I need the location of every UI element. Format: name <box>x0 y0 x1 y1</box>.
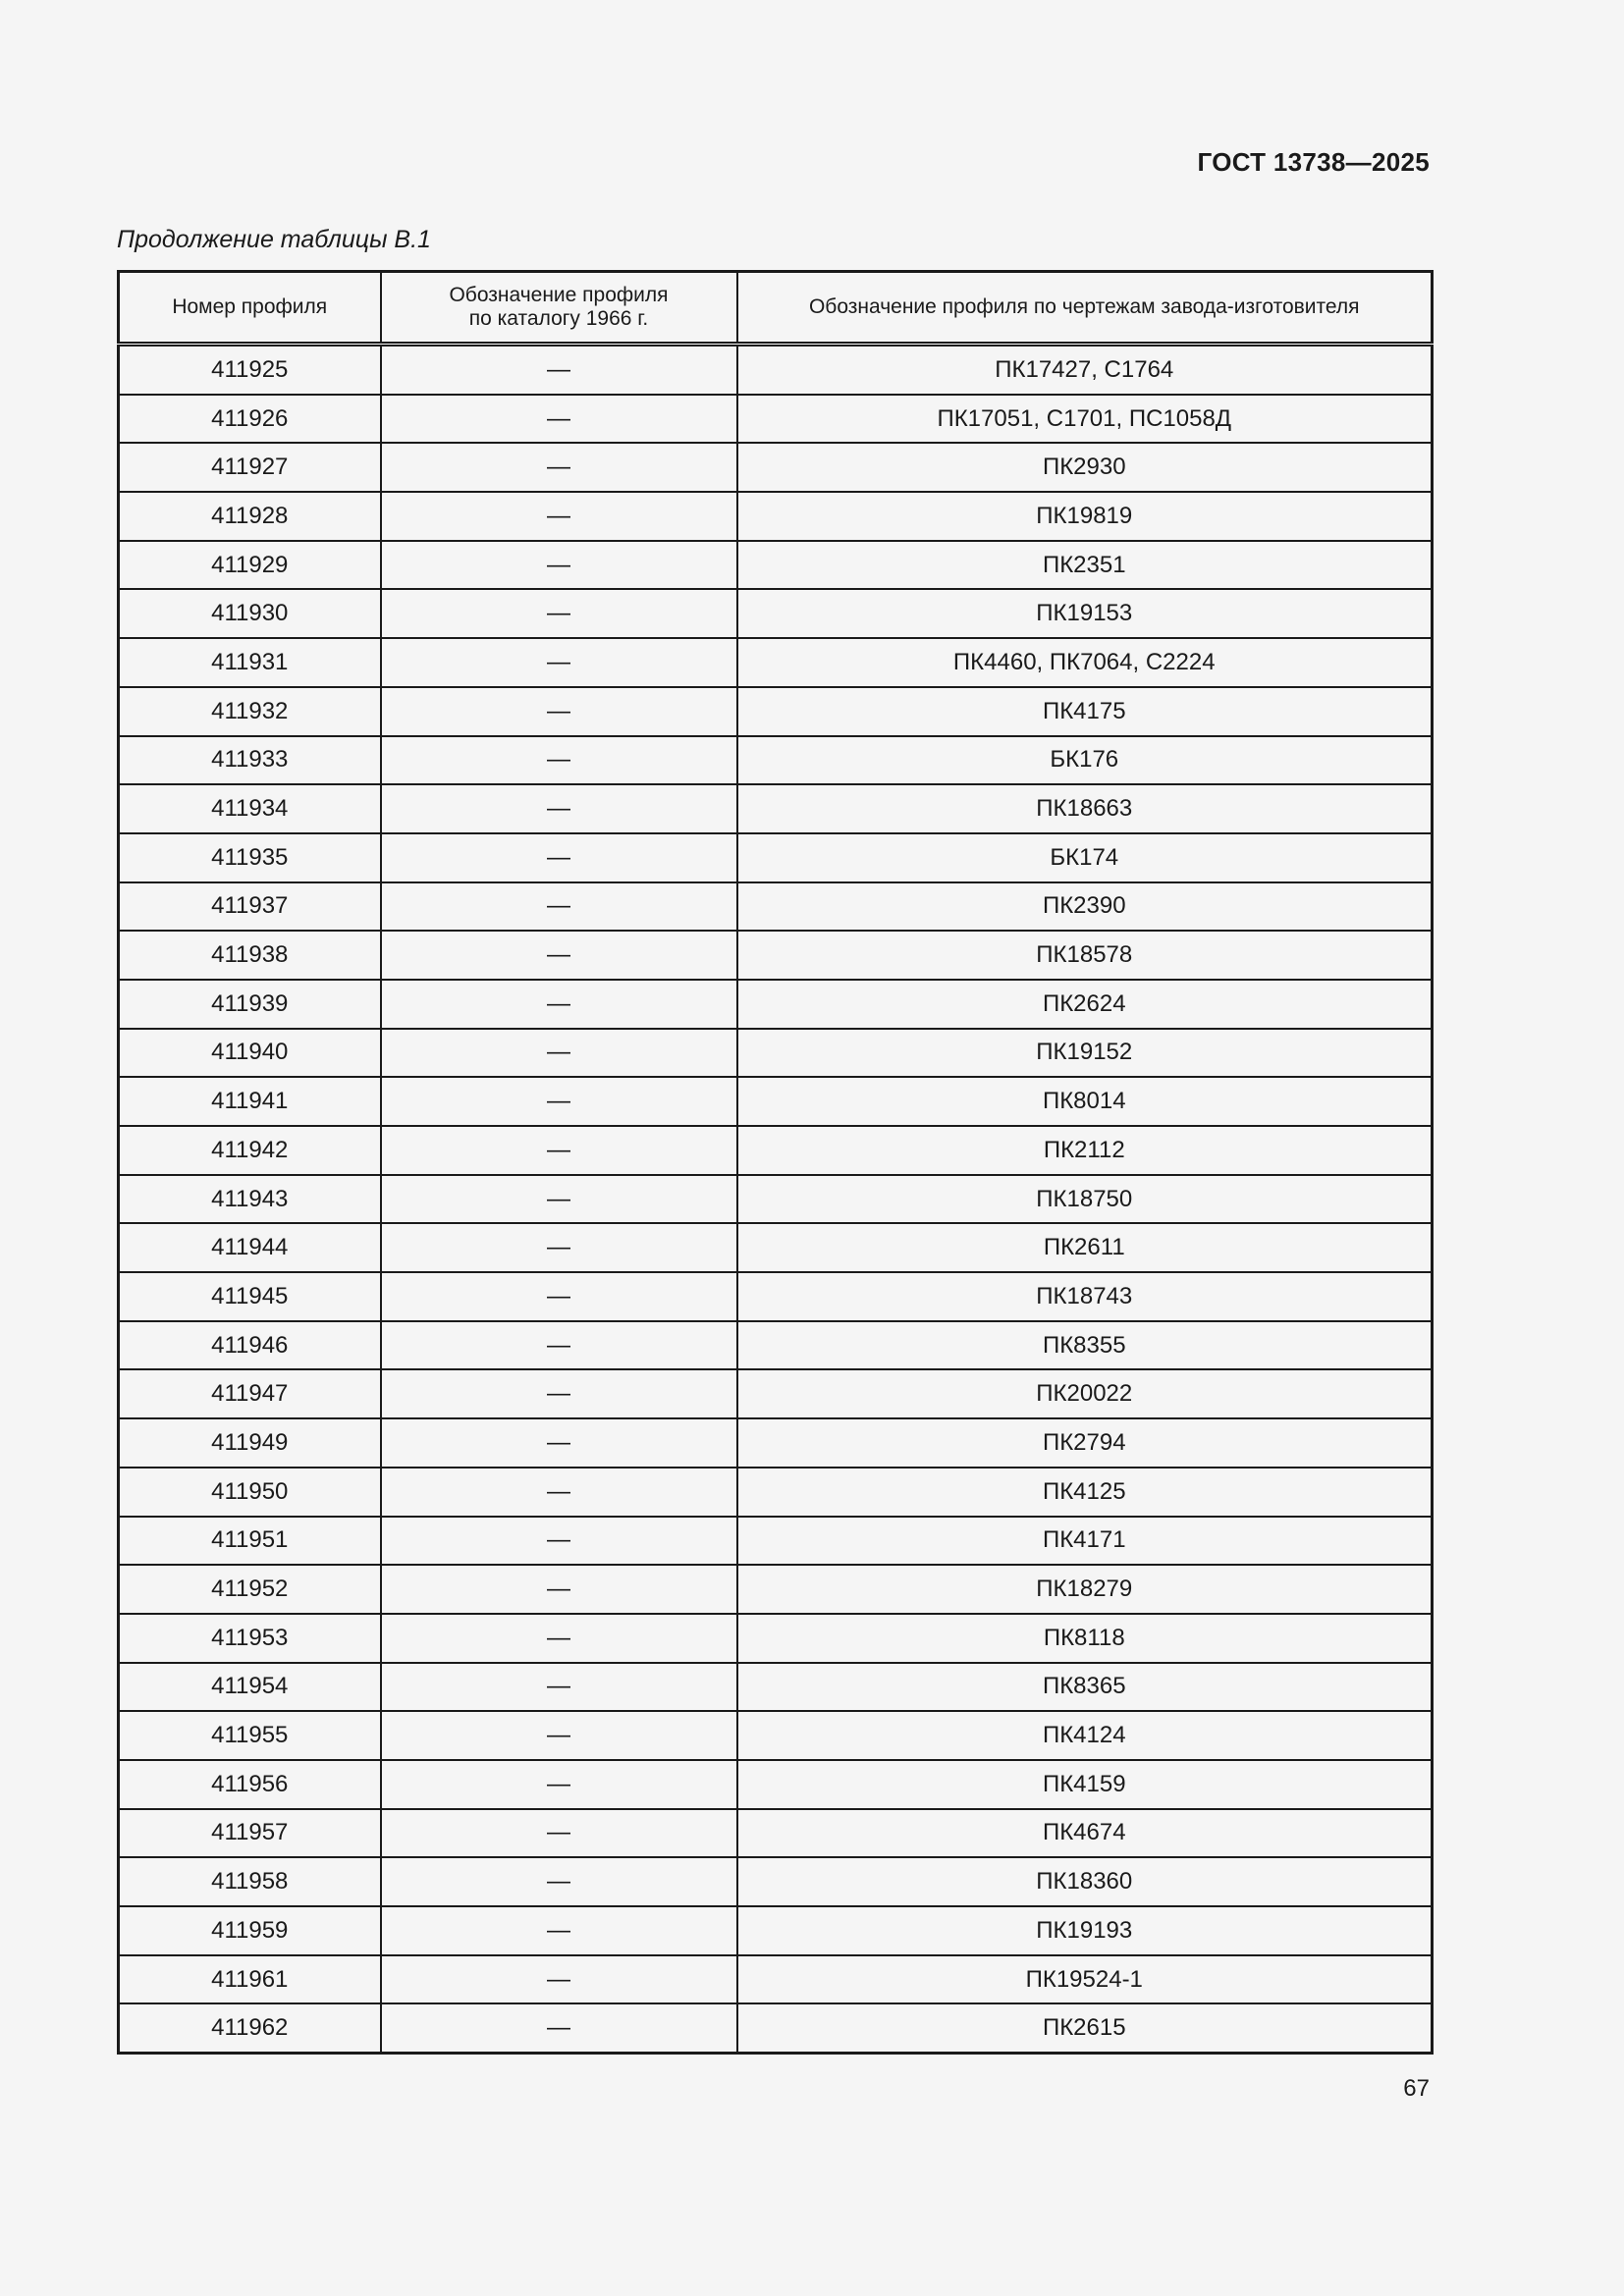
cell-profile-number: 411929 <box>119 541 381 590</box>
column-header-factory-designation: Обозначение профиля по чертежам завода-изготовителя <box>737 272 1433 345</box>
cell-catalog-1966: — <box>381 736 737 785</box>
column-header-catalog-line: Обозначение профиля <box>449 284 669 306</box>
cell-catalog-1966: — <box>381 492 737 541</box>
cell-factory-designation: ПК2615 <box>737 2003 1433 2053</box>
cell-factory-designation: ПК20022 <box>737 1369 1433 1418</box>
table-row <box>119 1029 1433 1078</box>
table-row <box>119 1711 1433 1760</box>
table-row <box>119 784 1433 833</box>
cell-factory-designation: ПК2624 <box>737 980 1433 1029</box>
table-body <box>119 345 1433 2054</box>
cell-factory-designation: ПК17051, С1701, ПС1058Д <box>737 395 1433 444</box>
table-row <box>119 1857 1433 1906</box>
cell-catalog-1966: — <box>381 833 737 882</box>
table-row <box>119 1418 1433 1468</box>
cell-catalog-1966: — <box>381 1175 737 1224</box>
table-row <box>119 931 1433 980</box>
table-header-row <box>119 272 1433 345</box>
cell-profile-number: 411945 <box>119 1272 381 1321</box>
table-row <box>119 1614 1433 1663</box>
cell-profile-number: 411926 <box>119 395 381 444</box>
table-row <box>119 1126 1433 1175</box>
page-number: 67 <box>1403 2075 1430 2102</box>
cell-profile-number: 411955 <box>119 1711 381 1760</box>
table-row <box>119 589 1433 638</box>
cell-catalog-1966: — <box>381 1321 737 1370</box>
cell-factory-designation: ПК4125 <box>737 1468 1433 1517</box>
cell-catalog-1966: — <box>381 1077 737 1126</box>
cell-catalog-1966: — <box>381 345 737 395</box>
table-row <box>119 1468 1433 1517</box>
cell-factory-designation: ПК19524-1 <box>737 1955 1433 2004</box>
table-row <box>119 638 1433 687</box>
table-row <box>119 1272 1433 1321</box>
cell-profile-number: 411937 <box>119 882 381 932</box>
cell-profile-number: 411930 <box>119 589 381 638</box>
cell-catalog-1966: — <box>381 980 737 1029</box>
cell-profile-number: 411932 <box>119 687 381 736</box>
cell-factory-designation: ПК4124 <box>737 1711 1433 1760</box>
table-row <box>119 1223 1433 1272</box>
cell-catalog-1966: — <box>381 1029 737 1078</box>
cell-catalog-1966: — <box>381 931 737 980</box>
cell-factory-designation: БК176 <box>737 736 1433 785</box>
cell-factory-designation: ПК19153 <box>737 589 1433 638</box>
cell-catalog-1966: — <box>381 1857 737 1906</box>
cell-profile-number: 411938 <box>119 931 381 980</box>
cell-profile-number: 411947 <box>119 1369 381 1418</box>
cell-catalog-1966: — <box>381 784 737 833</box>
document-header-id: ГОСТ 13738—2025 <box>1197 147 1430 177</box>
cell-factory-designation: ПК2351 <box>737 541 1433 590</box>
cell-catalog-1966: — <box>381 2003 737 2053</box>
cell-catalog-1966: — <box>381 882 737 932</box>
cell-factory-designation: ПК4159 <box>737 1760 1433 1809</box>
cell-profile-number: 411941 <box>119 1077 381 1126</box>
cell-factory-designation: ПК19152 <box>737 1029 1433 1078</box>
cell-factory-designation: ПК2611 <box>737 1223 1433 1272</box>
cell-profile-number: 411928 <box>119 492 381 541</box>
cell-factory-designation: ПК4175 <box>737 687 1433 736</box>
cell-profile-number: 411961 <box>119 1955 381 2004</box>
cell-catalog-1966: — <box>381 1663 737 1712</box>
cell-catalog-1966: — <box>381 589 737 638</box>
cell-factory-designation: ПК8355 <box>737 1321 1433 1370</box>
cell-profile-number: 411946 <box>119 1321 381 1370</box>
cell-catalog-1966: — <box>381 395 737 444</box>
table-row <box>119 1369 1433 1418</box>
cell-catalog-1966: — <box>381 1906 737 1955</box>
cell-profile-number: 411931 <box>119 638 381 687</box>
cell-factory-designation: ПК18578 <box>737 931 1433 980</box>
cell-factory-designation: ПК18663 <box>737 784 1433 833</box>
cell-profile-number: 411956 <box>119 1760 381 1809</box>
cell-profile-number: 411933 <box>119 736 381 785</box>
table-row <box>119 1565 1433 1614</box>
cell-factory-designation: ПК8118 <box>737 1614 1433 1663</box>
cell-catalog-1966: — <box>381 1468 737 1517</box>
cell-catalog-1966: — <box>381 1517 737 1566</box>
table-row <box>119 980 1433 1029</box>
table-row <box>119 395 1433 444</box>
cell-catalog-1966: — <box>381 443 737 492</box>
cell-catalog-1966: — <box>381 1809 737 1858</box>
cell-profile-number: 411953 <box>119 1614 381 1663</box>
cell-profile-number: 411927 <box>119 443 381 492</box>
cell-factory-designation: ПК4674 <box>737 1809 1433 1858</box>
column-header-catalog-line: по каталогу 1966 г. <box>468 307 649 330</box>
table-row <box>119 833 1433 882</box>
cell-profile-number: 411925 <box>119 345 381 395</box>
cell-catalog-1966: — <box>381 687 737 736</box>
cell-factory-designation: ПК17427, С1764 <box>737 345 1433 395</box>
cell-factory-designation: ПК2930 <box>737 443 1433 492</box>
table-row <box>119 443 1433 492</box>
table-row <box>119 882 1433 932</box>
table-caption: Продолжение таблицы В.1 <box>117 226 431 253</box>
table-row <box>119 1077 1433 1126</box>
table-row <box>119 1517 1433 1566</box>
cell-catalog-1966: — <box>381 1955 737 2004</box>
cell-profile-number: 411962 <box>119 2003 381 2053</box>
table-row <box>119 345 1433 395</box>
cell-catalog-1966: — <box>381 1711 737 1760</box>
cell-factory-designation: ПК18750 <box>737 1175 1433 1224</box>
cell-factory-designation: ПК8014 <box>737 1077 1433 1126</box>
table-row <box>119 1321 1433 1370</box>
cell-factory-designation: ПК4460, ПК7064, С2224 <box>737 638 1433 687</box>
cell-profile-number: 411934 <box>119 784 381 833</box>
cell-factory-designation: ПК2112 <box>737 1126 1433 1175</box>
cell-profile-number: 411942 <box>119 1126 381 1175</box>
cell-profile-number: 411958 <box>119 1857 381 1906</box>
cell-profile-number: 411950 <box>119 1468 381 1517</box>
cell-profile-number: 411951 <box>119 1517 381 1566</box>
column-header-catalog-1966 <box>381 272 737 345</box>
cell-factory-designation: ПК8365 <box>737 1663 1433 1712</box>
cell-factory-designation: ПК19193 <box>737 1906 1433 1955</box>
table-row <box>119 736 1433 785</box>
column-header-profile-number: Номер профиля <box>119 272 381 345</box>
cell-profile-number: 411957 <box>119 1809 381 1858</box>
cell-factory-designation: БК174 <box>737 833 1433 882</box>
table-row <box>119 2003 1433 2053</box>
cell-factory-designation: ПК2794 <box>737 1418 1433 1468</box>
cell-factory-designation: ПК19819 <box>737 492 1433 541</box>
cell-catalog-1966: — <box>381 1223 737 1272</box>
cell-profile-number: 411939 <box>119 980 381 1029</box>
cell-catalog-1966: — <box>381 1760 737 1809</box>
cell-factory-designation: ПК2390 <box>737 882 1433 932</box>
cell-profile-number: 411940 <box>119 1029 381 1078</box>
cell-catalog-1966: — <box>381 1565 737 1614</box>
table-row <box>119 492 1433 541</box>
cell-catalog-1966: — <box>381 638 737 687</box>
cell-factory-designation: ПК18360 <box>737 1857 1433 1906</box>
cell-profile-number: 411944 <box>119 1223 381 1272</box>
cell-factory-designation: ПК18279 <box>737 1565 1433 1614</box>
table-row <box>119 541 1433 590</box>
cell-catalog-1966: — <box>381 1272 737 1321</box>
cell-factory-designation: ПК4171 <box>737 1517 1433 1566</box>
cell-catalog-1966: — <box>381 541 737 590</box>
cell-catalog-1966: — <box>381 1614 737 1663</box>
cell-catalog-1966: — <box>381 1369 737 1418</box>
table-row <box>119 1809 1433 1858</box>
cell-profile-number: 411954 <box>119 1663 381 1712</box>
cell-profile-number: 411943 <box>119 1175 381 1224</box>
table-row <box>119 1663 1433 1712</box>
table-row <box>119 1955 1433 2004</box>
profile-table <box>117 270 1434 2055</box>
cell-profile-number: 411952 <box>119 1565 381 1614</box>
table-row <box>119 1175 1433 1224</box>
cell-profile-number: 411949 <box>119 1418 381 1468</box>
cell-profile-number: 411959 <box>119 1906 381 1955</box>
cell-factory-designation: ПК18743 <box>737 1272 1433 1321</box>
table-row <box>119 1906 1433 1955</box>
table-row <box>119 687 1433 736</box>
cell-catalog-1966: — <box>381 1418 737 1468</box>
cell-profile-number: 411935 <box>119 833 381 882</box>
table-row <box>119 1760 1433 1809</box>
cell-catalog-1966: — <box>381 1126 737 1175</box>
